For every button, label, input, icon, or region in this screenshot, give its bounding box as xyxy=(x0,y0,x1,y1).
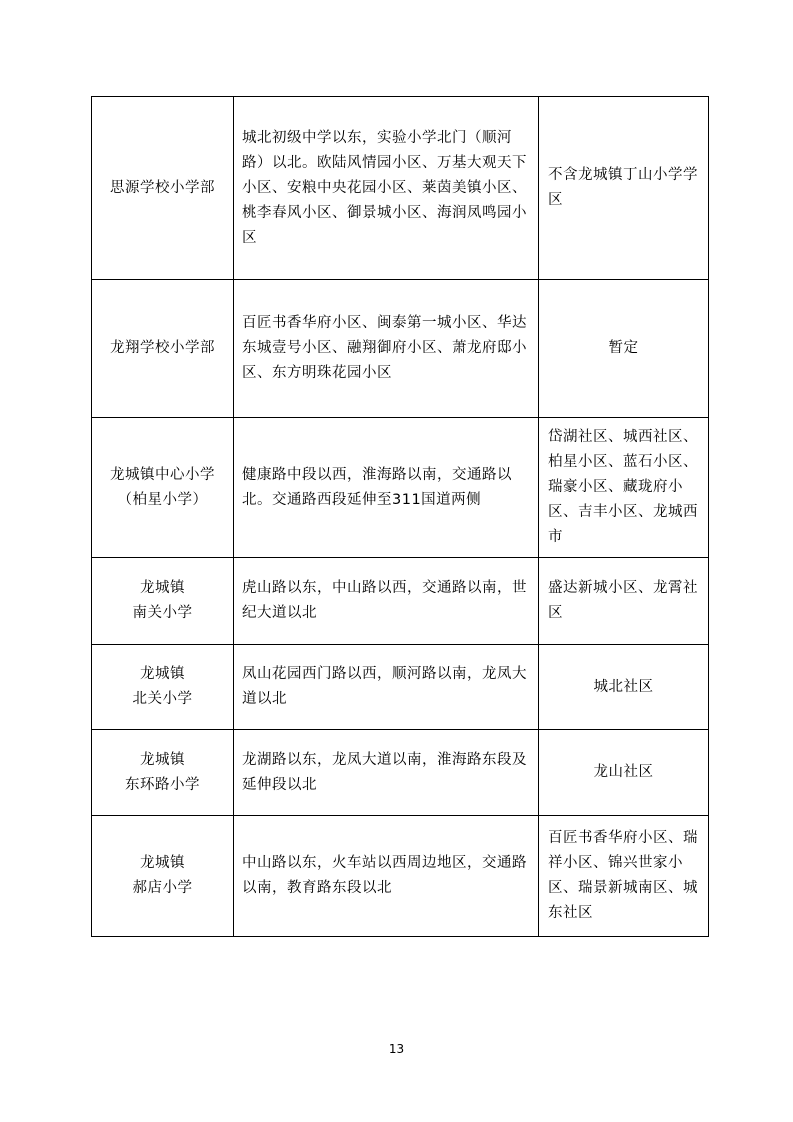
district-area: 中山路以东，火车站以西周边地区，交通路以南，教育路东段以北 xyxy=(234,816,539,937)
district-note: 不含龙城镇丁山小学学区 xyxy=(539,97,709,280)
page-number: 13 xyxy=(388,1042,405,1056)
district-area: 龙湖路以东，龙凤大道以南，淮海路东段及延伸段以北 xyxy=(234,730,539,816)
table-row xyxy=(92,97,709,280)
school-name: 思源学校小学部 xyxy=(92,97,234,280)
school-name: 龙翔学校小学部 xyxy=(92,280,234,418)
district-note: 岱湖社区、城西社区、柏星小区、蓝石小区、瑞豪小区、藏珑府小区、吉丰小区、龙城西市 xyxy=(539,418,709,558)
school-name: 龙城镇 北关小学 xyxy=(92,645,234,730)
table-row xyxy=(92,730,709,816)
table-row xyxy=(92,816,709,937)
district-note: 百匠书香华府小区、瑞祥小区、锦兴世家小区、瑞景新城南区、城东社区 xyxy=(539,816,709,937)
district-note: 城北社区 xyxy=(539,645,709,730)
table-row xyxy=(92,558,709,645)
district-area: 健康路中段以西，淮海路以南，交通路以北。交通路西段延伸至311国道两侧 xyxy=(234,418,539,558)
district-note: 暂定 xyxy=(539,280,709,418)
table-row xyxy=(92,645,709,730)
school-district-table xyxy=(91,96,709,937)
school-name: 龙城镇 东环路小学 xyxy=(92,730,234,816)
district-area: 百匠书香华府小区、闽泰第一城小区、华达东城壹号小区、融翔御府小区、萧龙府邸小区、东方明珠花园小区 xyxy=(234,280,539,418)
district-area: 虎山路以东，中山路以西，交通路以南，世纪大道以北 xyxy=(234,558,539,645)
district-area: 凤山花园西门路以西，顺河路以南，龙凤大道以北 xyxy=(234,645,539,730)
district-note: 盛达新城小区、龙霄社区 xyxy=(539,558,709,645)
school-name: 龙城镇中心小学 （柏星小学） xyxy=(92,418,234,558)
table-row xyxy=(92,418,709,558)
table-row xyxy=(92,280,709,418)
school-name: 龙城镇 南关小学 xyxy=(92,558,234,645)
district-note: 龙山社区 xyxy=(539,730,709,816)
district-area: 城北初级中学以东，实验小学北门（顺河路）以北。欧陆风情园小区、万基大观天下小区、安粮中央花园小区、莱茵美镇小区、桃李春风小区、御景城小区、海润凤鸣园小区 xyxy=(234,97,539,280)
school-name: 龙城镇 郝店小学 xyxy=(92,816,234,937)
